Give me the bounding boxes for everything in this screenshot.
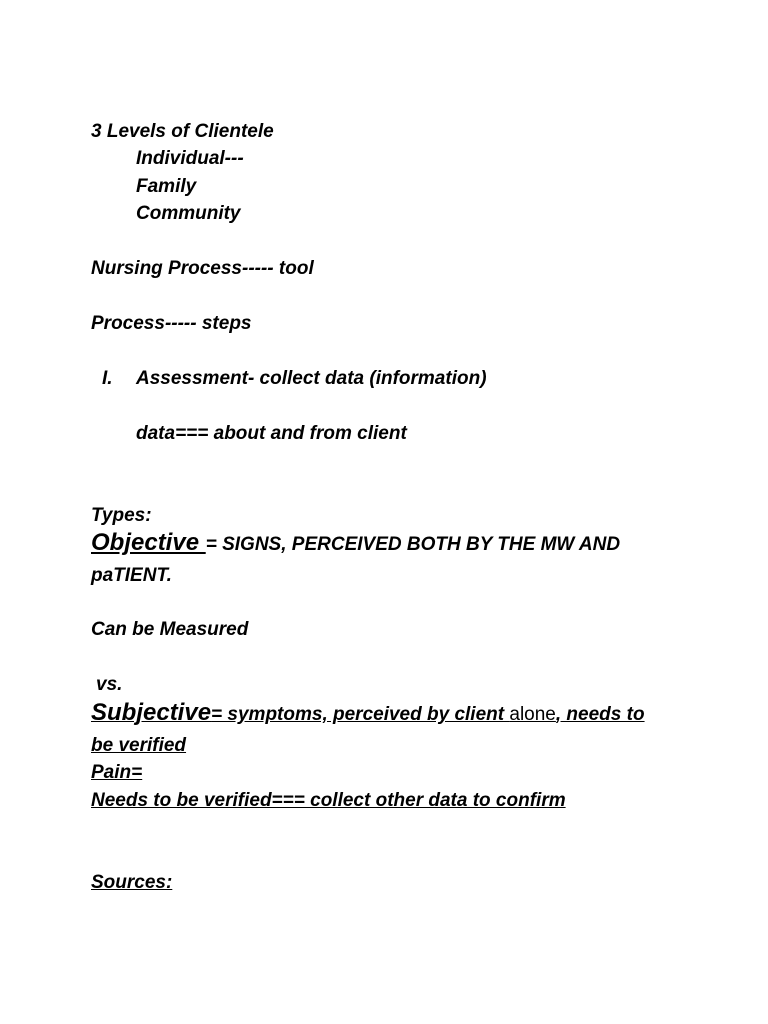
- subjective-term: Subjective: [91, 699, 212, 726]
- clientele-level-family: Family: [136, 176, 197, 197]
- versus-text: vs.: [96, 674, 123, 695]
- step-1-text: Assessment- collect data (information): [136, 368, 487, 389]
- types-heading: Types:: [91, 505, 152, 526]
- step-1-detail: data=== about and from client: [136, 423, 407, 444]
- subjective-definition-continued: be verified: [91, 735, 187, 756]
- clientele-heading: 3 Levels of Clientele: [91, 121, 274, 142]
- objective-term: Objective: [91, 529, 206, 556]
- process-line: Process----- steps: [91, 313, 252, 334]
- clientele-level-individual: Individual---: [136, 148, 244, 169]
- objective-definition: = SIGNS, PERCEIVED BOTH BY THE MW AND: [205, 534, 621, 555]
- clientele-level-community: Community: [136, 203, 241, 224]
- subjective-definition-alone: alone: [509, 704, 556, 725]
- objective-line: [91, 529, 621, 556]
- step-1-numeral: I.: [102, 368, 113, 389]
- objective-definition-continued: paTIENT.: [91, 565, 172, 586]
- measure-note: Can be Measured: [91, 619, 249, 640]
- verify-note: Needs to be verified=== collect other data to confirm: [91, 790, 566, 811]
- subjective-definition-part2: , needs to: [555, 704, 645, 725]
- subjective-line: [91, 699, 645, 726]
- pain-line: Pain=: [91, 762, 143, 783]
- sources-heading: Sources:: [91, 872, 173, 893]
- nursing-process-line: Nursing Process----- tool: [91, 258, 314, 279]
- subjective-definition-part1: = symptoms, perceived by client: [211, 704, 510, 725]
